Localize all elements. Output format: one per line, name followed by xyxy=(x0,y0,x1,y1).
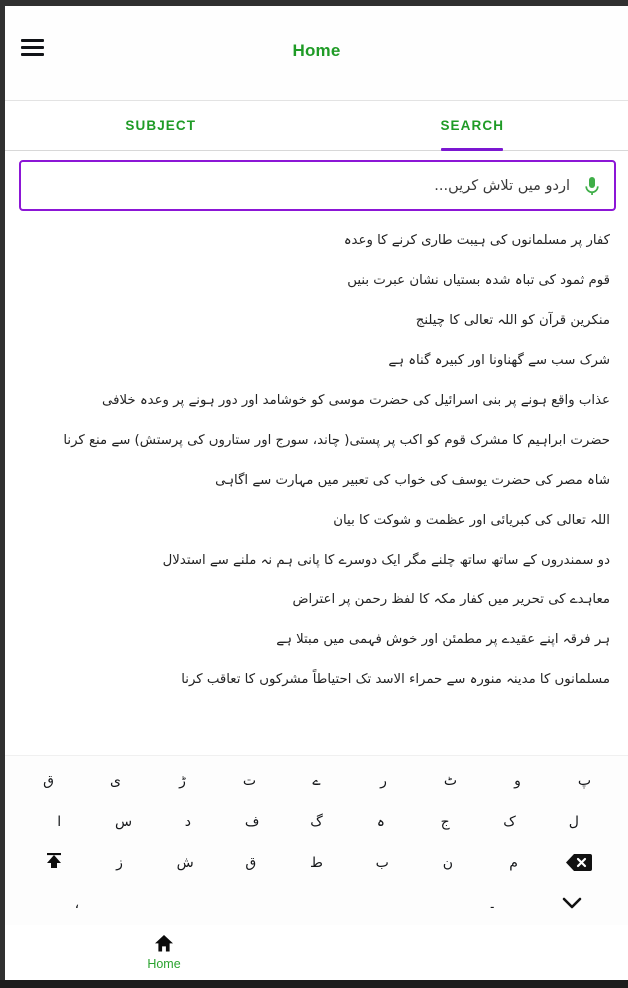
key-row1-1[interactable]: ی xyxy=(110,772,121,789)
list-item[interactable]: عذاب واقع ہونے پر بنی اسرائیل کی حضرت موسی کو خوشامد اور دور ہونے پر وعدہ خلافی xyxy=(102,392,610,408)
tab-search[interactable] xyxy=(317,101,628,150)
list-item[interactable]: مسلمانوں کا مدینہ منورہ سے حمراء الاسد تک احتیاطاً مشرکوں کا تعاقب کرنا xyxy=(181,672,610,688)
keyboard-row-2 xyxy=(11,801,622,842)
bottom-navigation xyxy=(5,925,628,980)
nav-item-home[interactable] xyxy=(109,934,219,971)
key-row2-6[interactable]: ج xyxy=(440,813,450,830)
key-row1-0[interactable]: ق xyxy=(43,772,54,789)
list-item[interactable]: اللہ تعالی کی کبریائی اور عظمت و شوکت کا بیان xyxy=(333,512,610,528)
key-row3-2[interactable]: ق xyxy=(245,854,257,871)
nav-item-home-label: Home xyxy=(147,957,181,971)
tab-subject[interactable] xyxy=(5,101,317,150)
key-row2-4[interactable]: گ xyxy=(310,813,323,830)
search-section xyxy=(5,151,628,217)
tab-bar xyxy=(5,101,628,151)
key-row2-8[interactable]: ل xyxy=(568,813,579,830)
tab-search-label: SEARCH xyxy=(440,118,505,133)
search-results-list xyxy=(5,217,628,700)
shift-icon[interactable] xyxy=(21,844,87,882)
key-row3-6[interactable]: م xyxy=(509,854,518,871)
page-title: Home xyxy=(292,41,341,60)
key-space[interactable] xyxy=(133,885,452,923)
key-row3-4[interactable]: ب xyxy=(375,854,389,871)
list-item[interactable]: معاہدے کی تحریر میں کفار مکہ کا لفظ رحمن پر اعتراض xyxy=(292,592,610,608)
onscreen-keyboard xyxy=(5,755,628,925)
key-row3-5[interactable]: ن xyxy=(442,854,453,871)
key-row1-2[interactable]: ڑ xyxy=(179,772,186,789)
key-period[interactable]: ۔ xyxy=(488,895,497,912)
key-row2-7[interactable]: ک xyxy=(503,813,516,830)
key-row2-0[interactable]: ا xyxy=(57,813,62,830)
search-input[interactable] xyxy=(33,162,582,209)
keyboard-row-1 xyxy=(11,760,622,801)
key-row2-5[interactable]: ہ xyxy=(376,813,385,830)
list-item[interactable]: حضرت ابراہیم کا مشرک قوم کو اکب پر پستی( چاند، سورج اور ستاروں کی پرستش) سے منع کرنا xyxy=(63,432,610,448)
key-comma[interactable]: ، xyxy=(74,895,80,912)
app-bar xyxy=(5,6,628,101)
key-row2-2[interactable]: د xyxy=(184,813,191,830)
key-row3-3[interactable]: ط xyxy=(310,854,323,871)
key-row3-1[interactable]: ش xyxy=(176,854,194,871)
list-item[interactable]: شرک سب سے گھناونا اور کبیرہ گناہ ہے xyxy=(388,352,610,368)
chevron-down-icon[interactable] xyxy=(532,885,612,923)
home-icon xyxy=(154,934,174,954)
key-row3-0[interactable]: ز xyxy=(116,854,123,871)
tab-subject-label: SUBJECT xyxy=(125,118,197,133)
list-item[interactable]: ہر فرقہ اپنے عقیدے پر مطمئن اور خوش فہمی میں مبتلا ہے xyxy=(276,632,610,648)
key-row2-1[interactable]: س xyxy=(114,813,133,830)
device-bezel-bottom xyxy=(0,980,628,988)
key-row1-3[interactable]: ت xyxy=(242,772,257,789)
key-row1-4[interactable]: ے xyxy=(312,772,321,789)
list-item[interactable]: دو سمندروں کے ساتھ ساتھ چلنے مگر ایک دوسرے کا پانی ہم نہ ملنے سے استدلال xyxy=(162,552,610,568)
key-row1-7[interactable]: و xyxy=(514,772,521,789)
backspace-icon[interactable] xyxy=(546,844,612,882)
key-row2-3[interactable]: ف xyxy=(244,813,260,830)
list-item[interactable]: شاہ مصر کی حضرت یوسف کی خواب کی تعبیر میں مہارت سے اگاہی xyxy=(215,472,610,488)
list-item[interactable]: قوم ثمود کی تباہ شدہ بستیاں نشان عبرت بنیں xyxy=(347,272,610,288)
key-row1-8[interactable]: پ xyxy=(577,772,592,789)
list-item[interactable]: کفار پر مسلمانوں کی ہیبت طاری کرنے کا وعدہ xyxy=(343,233,610,248)
key-row1-5[interactable]: ر xyxy=(380,772,387,789)
search-box[interactable] xyxy=(19,160,616,211)
keyboard-row-3 xyxy=(11,842,622,883)
microphone-icon[interactable] xyxy=(582,174,602,198)
key-row1-6[interactable]: ٹ xyxy=(443,772,458,789)
list-item[interactable]: منکرین قرآن کو اللہ تعالی کا چیلنج xyxy=(415,312,610,328)
keyboard-row-4 xyxy=(11,883,622,924)
tab-search-underline xyxy=(441,148,503,152)
app-screen xyxy=(5,6,628,980)
